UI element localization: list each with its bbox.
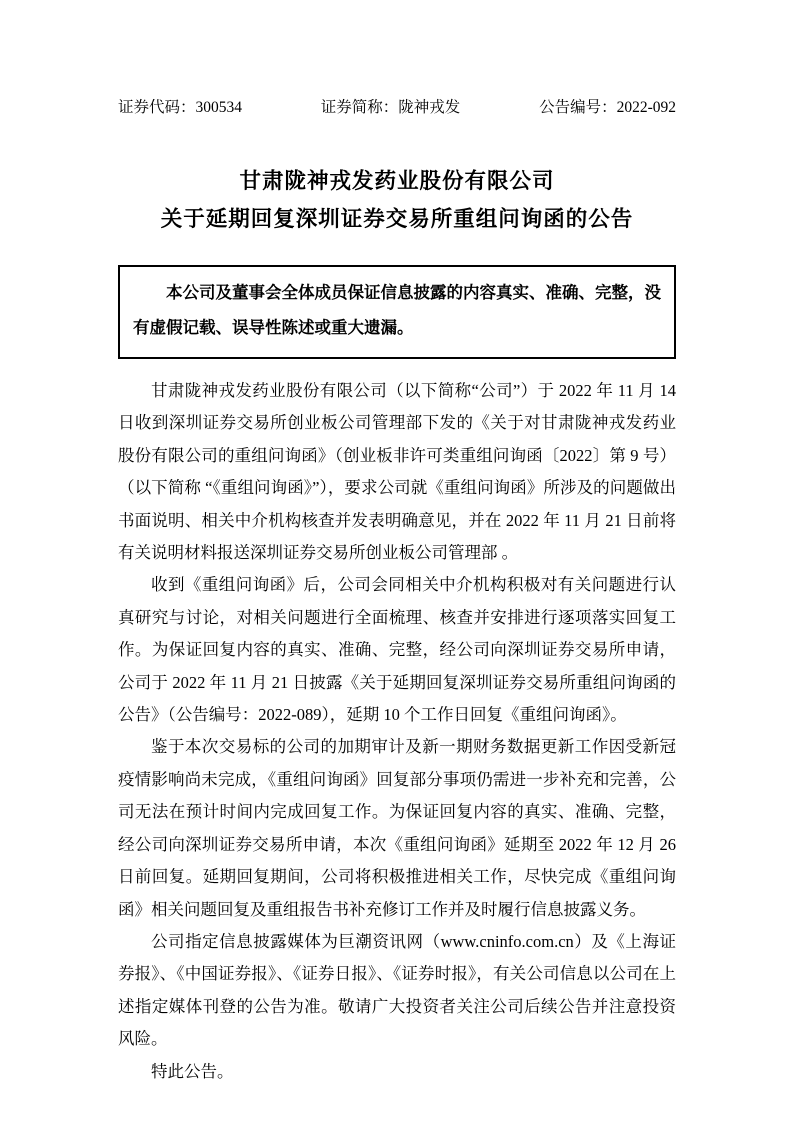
document-body bbox=[118, 375, 676, 1088]
stock-code: 证券代码：300534 bbox=[118, 99, 243, 116]
disclaimer-box bbox=[118, 265, 676, 359]
stock-short-name: 证券简称：陇神戎发 bbox=[320, 99, 461, 116]
body-paragraph-closing: 特此公告。 bbox=[151, 1061, 234, 1081]
body-paragraph-receipt-of-inquiry: 甘肃陇神戎发药业股份有限公司（以下简称“公司”）于 2022 年 11 月 14 日收到深圳证券交易所创业板公司管理部下发的《关于对甘肃陇神戎发药业股份有限公司的重组问询函》（创业板非许可类重组问询函〔2022〕第 9 号）（以下简称 “《重组问询函》”），要求公司就《重组问询函》所涉及的问题做出书面说明、相关中介机构核查并发表明确意见，并在 2022 年 11 月 21 日前将有关说明材料报送深圳证券交易所创业板公司管理部 。 bbox=[118, 381, 676, 563]
body-paragraph-disclosure-media: 公司指定信息披露媒体为巨潮资讯网（www.cninfo.com.cn）及《上海证券报》、《中国证券报》、《证券日报》、《证券时报》，有关公司信息以公司在上述指定媒体刊登的公告为准。敬请广大投资者关注公司后续公告并注意投资风险。 bbox=[118, 931, 676, 1049]
body-paragraph-first-extension: 收到《重组问询函》后，公司会同相关中介机构积极对有关问题进行认真研究与讨论，对相关问题进行全面梳理、核查并安排进行逐项落实回复工作。为保证回复内容的真实、准确、完整，经公司向深圳证券交易所申请，公司于 2022 年 11 月 21 日披露《关于延期回复深圳证券交易所重组问询函的公告》（公告编号：2022-089），延期 10 个工作日回复《重组问询函》。 bbox=[118, 575, 676, 725]
document-header bbox=[118, 97, 676, 119]
title-company-name: 甘肃陇神戎发药业股份有限公司 bbox=[239, 169, 555, 193]
announcement-number: 公告编号：2022-092 bbox=[539, 99, 676, 116]
document-title bbox=[118, 162, 676, 238]
body-paragraph-second-extension: 鉴于本次交易标的公司的加期审计及新一期财务数据更新工作因受新冠疫情影响尚未完成，《重组问询函》回复部分事项仍需进一步补充和完善，公司无法在预计时间内完成回复工作。为保证回复内容的真实、准确、完整，经公司向深圳证券交易所申请，本次《重组问询函》延期至 2022 年 12 月 26 日前回复。延期回复期间，公司将积极推进相关工作，尽快完成《重组问询函》相关问题回复及重组报告书补充修订工作并及时履行信息披露义务。 bbox=[118, 737, 676, 919]
disclaimer-text: 本公司及董事会全体成员保证信息披露的内容真实、准确、完整，没有虚假记载、误导性陈述或重大遗漏。 bbox=[133, 284, 661, 337]
title-announcement-subject: 关于延期回复深圳证券交易所重组问询函的公告 bbox=[160, 207, 634, 231]
